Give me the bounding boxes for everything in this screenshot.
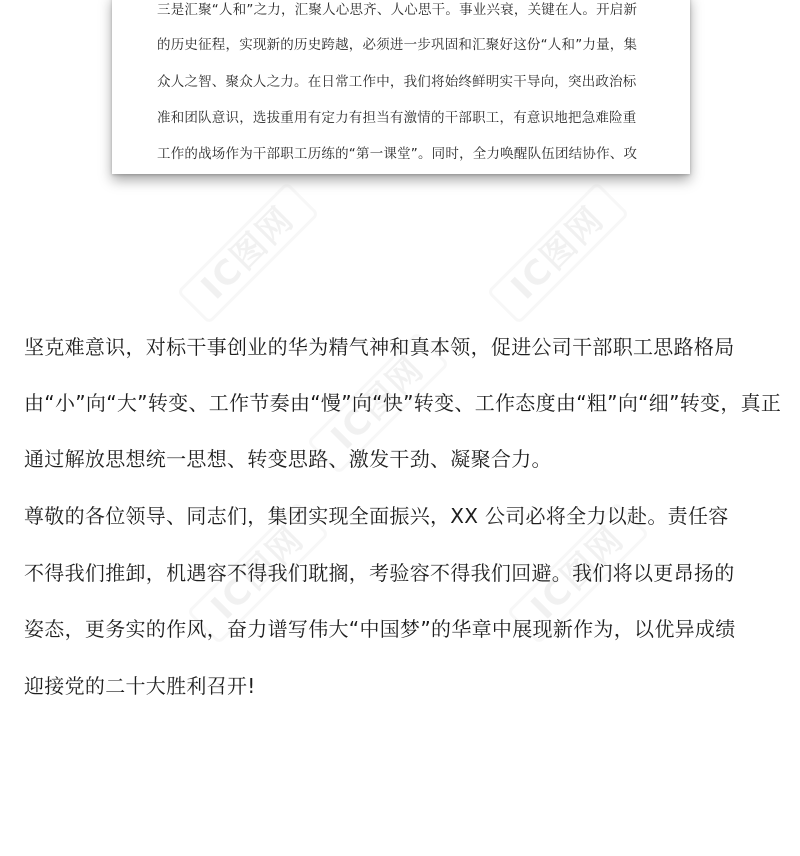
- preview-line-4: 准和团队意识，选拔重用有定力有担当有激情的干部职工，有意识地把急难险重: [157, 110, 637, 126]
- body-line-4: 尊敬的各位领导、同志们，集团实现全面振兴，XX 公司必将全力以赴。责任容: [24, 504, 729, 528]
- body-line-2: 由“小”向“大”转变、工作节奏由“慢”向“快”转变、工作态度由“粗”向“细”转变，真正: [24, 391, 782, 415]
- preview-line-1: 三是汇聚“人和”之力，汇聚人心思齐、人心思干。事业兴衰，关键在人。开启新: [157, 2, 638, 18]
- body-line-5: 不得我们推卸，机遇容不得我们耽搁，考验容不得我们回避。我们将以更昂扬的: [24, 561, 735, 585]
- watermark-logo: IC图网: [177, 182, 320, 325]
- body-line-3: 通过解放思想统一思想、转变思路、激发干劲、凝聚合力。: [24, 447, 552, 471]
- body-line-1: 坚克难意识，对标干事创业的华为精气神和真本领，促进公司干部职工思路格局: [24, 335, 735, 359]
- watermark-logo: IC图网: [307, 332, 450, 475]
- watermark-logo: IC图网: [487, 182, 630, 325]
- body-line-6: 姿态，更务实的作风，奋力谱写伟大“中国梦”的华章中展现新作为，以优异成绩: [24, 617, 736, 641]
- body-line-7: 迎接党的二十大胜利召开!: [24, 674, 256, 698]
- watermark-logo: IC图网: [507, 502, 650, 645]
- document-preview-card: [112, 0, 690, 174]
- preview-line-3: 众人之智、聚众人之力。在日常工作中，我们将始终鲜明实干导向，突出政治标: [157, 74, 637, 90]
- preview-line-5: 工作的战场作为干部职工历练的“第一课堂”。同时，全力唤醒队伍团结协作、攻: [157, 146, 638, 162]
- preview-line-2: 的历史征程，实现新的历史跨越，必须进一步巩固和汇聚好这份“人和”力量，集: [157, 37, 638, 53]
- watermark-logo: IC图网: [187, 502, 330, 645]
